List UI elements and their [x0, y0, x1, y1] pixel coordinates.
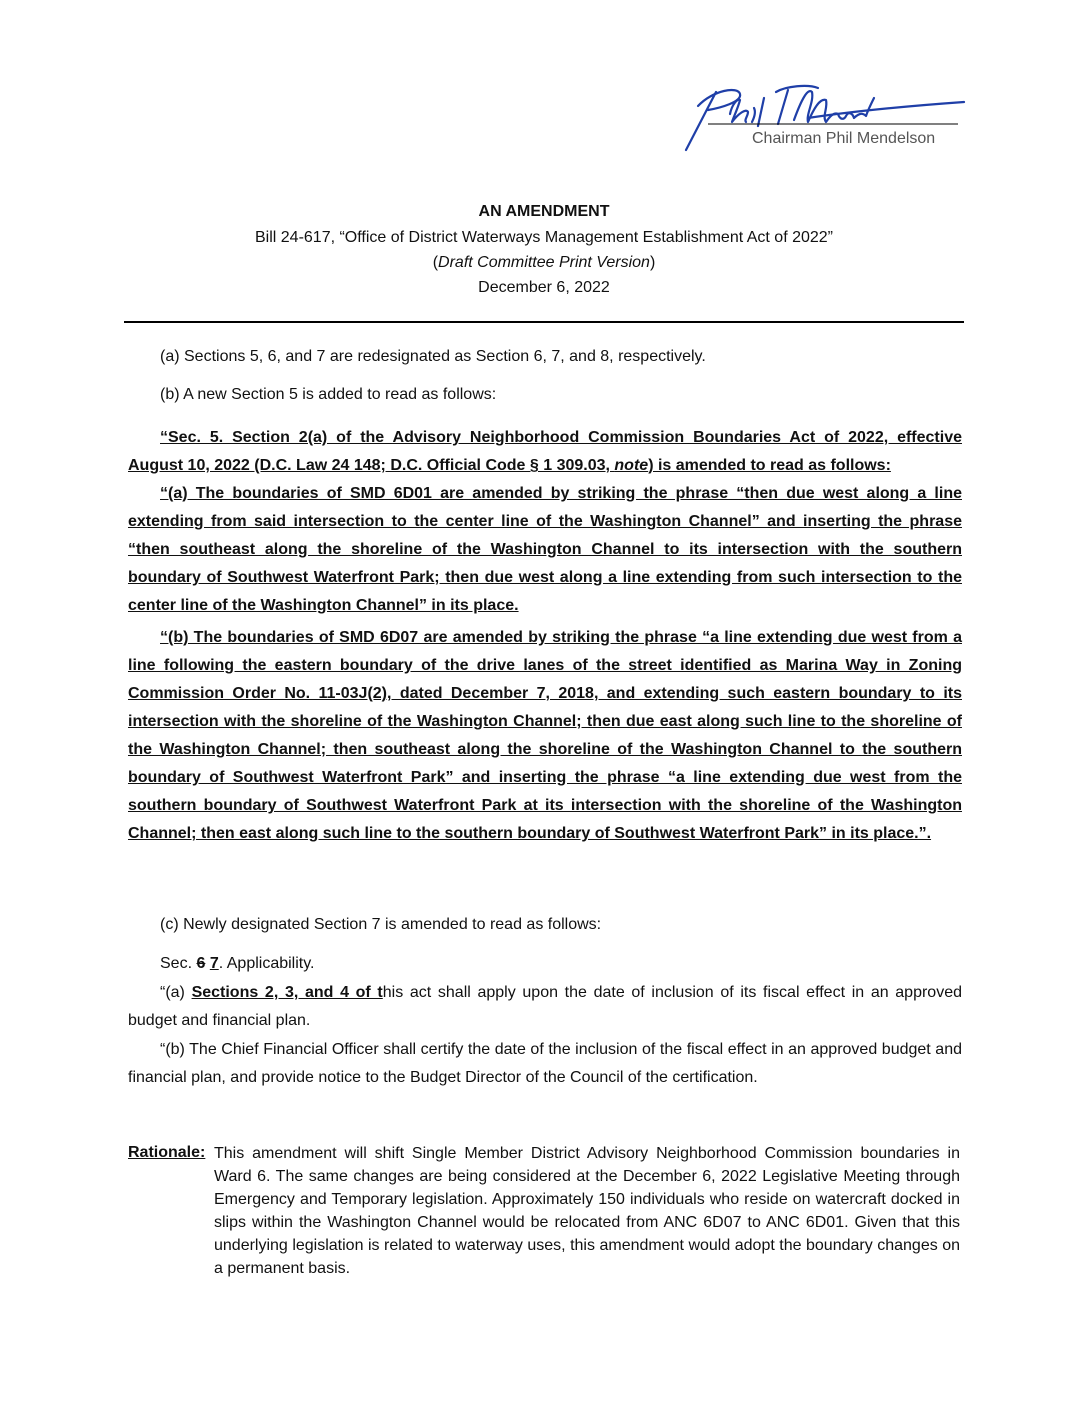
amendment-b: (b) A new Section 5 is added to read as follows:: [160, 386, 497, 403]
section-7-heading: [128, 950, 962, 978]
section-5-note: note: [614, 457, 649, 474]
applicability-a-post: his act shall apply upon the date of inclusion of its fiscal effect in an approved budget and financial plan.: [128, 984, 963, 1029]
section-5-a-text: “(a) The boundaries of SMD 6D01 are amended by striking the phrase “then due west along a line extending from said intersection to the center line of the Washington Channel” and inserting the phrase “then southeast along the shoreline of the Washington Channel to its intersection with the southern boundary of Southwest Waterfront Park; then due west along a line extending from such intersection to the center line of the Washington Channel” in its place.: [128, 485, 962, 614]
applicability-a-pre: “(a): [160, 984, 192, 1001]
section-5-inserted-text: [128, 424, 962, 480]
applicability-b: “(b) The Chief Financial Officer shall certify the date of the inclusion of the fiscal effect in an approved budget and financial plan, and provide notice to the Budget Director of the Council of the certification.: [128, 1041, 962, 1086]
section-5-subsection-b: [128, 624, 962, 848]
bill-title: Bill 24-617, “Office of District Waterways Management Establishment Act of 2022”: [254, 229, 834, 246]
section-label-post: . Applicability.: [218, 955, 315, 972]
applicability-a-inserted: Sections 2, 3, and 4 of t: [191, 984, 383, 1001]
signature-title: Chairman Phil Mendelson: [752, 130, 936, 147]
section-5-intro: “Sec. 5. Section 2(a) of the Advisory Neighborhood Commission Boundaries Act of 2022, effective August 10, 2022 (D.C. Law 24 148; D.C. Official Code § 1 309.03,: [128, 429, 962, 474]
section-5-b-text: “(b) The boundaries of SMD 6D07 are amended by striking the phrase “a line extending due west from a line following the eastern boundary of the drive lanes of the street identified as Marina Way in Zoning Commission Order No. 11-03J(2), dated December 7, 2018, and extending such eastern boundary to its intersection with the shoreline of the Washington Channel; then due east along such line to the shoreline of the Washington Channel; then southeast along the shoreline of the Washington Channel to the southern boundary of Southwest Waterfront Park” and inserting the phrase “a line extending due west from the southern boundary of Southwest Waterfront Park at its intersection with the shoreline of the Washington Channel; then east along such line to the southern boundary of Southwest Waterfront Park” in its place.”.: [128, 629, 962, 842]
struck-section-number: 6: [196, 955, 206, 972]
draft-label: Draft Committee Print Version: [438, 254, 650, 271]
section-5-end: ) is amended to read as follows:: [648, 457, 891, 474]
document-title: AN AMENDMENT: [478, 203, 610, 220]
draft-close: ): [649, 254, 656, 271]
applicability-a: [128, 979, 962, 1035]
inserted-section-number: 7: [209, 955, 219, 972]
document-date: December 6, 2022: [478, 279, 610, 296]
rationale-text: This amendment will shift Single Member District Advisory Neighborhood Commission boundaries in Ward 6. The same changes are being considered at the December 6, 2022 Legislative Meeting through Emergency and Temporary legislation. Approximately 150 individuals who reside on watercraft docked in slips within the Washington Channel would be relocated from ANC 6D07 to ANC 6D01. Given that this underlying legislation is related to waterway uses, this amendment would adopt the boundary changes on a permanent basis.: [214, 1145, 960, 1277]
amendment-c: (c) Newly designated Section 7 is amended to read as follows:: [160, 916, 602, 933]
signature-block: [668, 78, 968, 158]
rationale-label: Rationale:: [128, 1144, 206, 1161]
amendment-a: (a) Sections 5, 6, and 7 are redesignated as Section 6, 7, and 8, respectively.: [160, 348, 706, 365]
section-5-subsection-a: [128, 480, 962, 620]
draft-open: (: [432, 254, 439, 271]
section-label-pre: Sec.: [160, 955, 197, 972]
draft-version: [124, 251, 964, 275]
header-divider: [124, 321, 964, 323]
